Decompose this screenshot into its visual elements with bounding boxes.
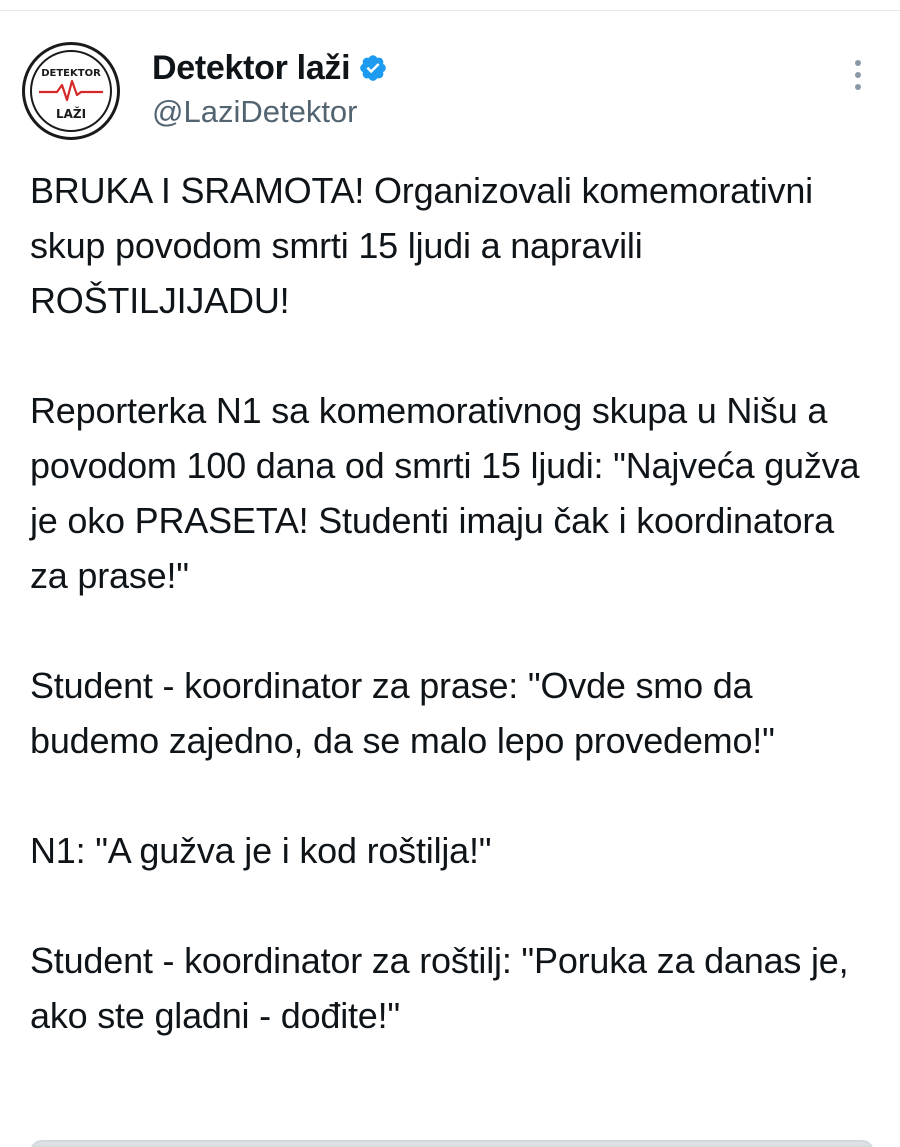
avatar-text-top: DETEKTOR [41,68,101,79]
tweet-paragraph: Student - koordinator za prase: "Ovde smo da budemo zajedno, da se malo lepo provedemo!" [30,665,775,761]
more-options-button[interactable] [852,60,864,100]
tweet-paragraph: Student - koordinator za roštilj: "Poruka za danas je, ako ste gladni - dođite!" [30,940,859,1036]
verified-badge-icon [358,53,388,83]
tweet-text [30,163,880,1043]
author-info [152,46,388,130]
media-preview-edge[interactable] [30,1140,874,1147]
tweet-paragraph: BRUKA I SRAMOTA! Organizovali komemorativni skup povodom smrti 15 ljudi a napravili ROŠTILJIJADU! [30,170,823,321]
tweet-header [22,42,878,142]
avatar[interactable] [22,42,120,140]
author-display-name[interactable]: Detektor laži [152,48,351,87]
author-handle[interactable]: @LaziDetektor [152,94,358,129]
detektor-lazi-logo [25,45,117,137]
tweet-paragraph: Reporterka N1 sa komemorativnog skupa u Nišu a povodom 100 dana od smrti 15 ljudi: "Najveća gužva je oko PRASETA! Studenti imaju čak i koordinatora za prase!" [30,390,870,596]
top-divider [0,10,900,11]
avatar-text-bottom: LAŽI [55,107,87,121]
tweet-paragraph: N1: "A gužva je i kod roštilja!" [30,830,492,871]
more-vertical-icon [855,60,861,66]
